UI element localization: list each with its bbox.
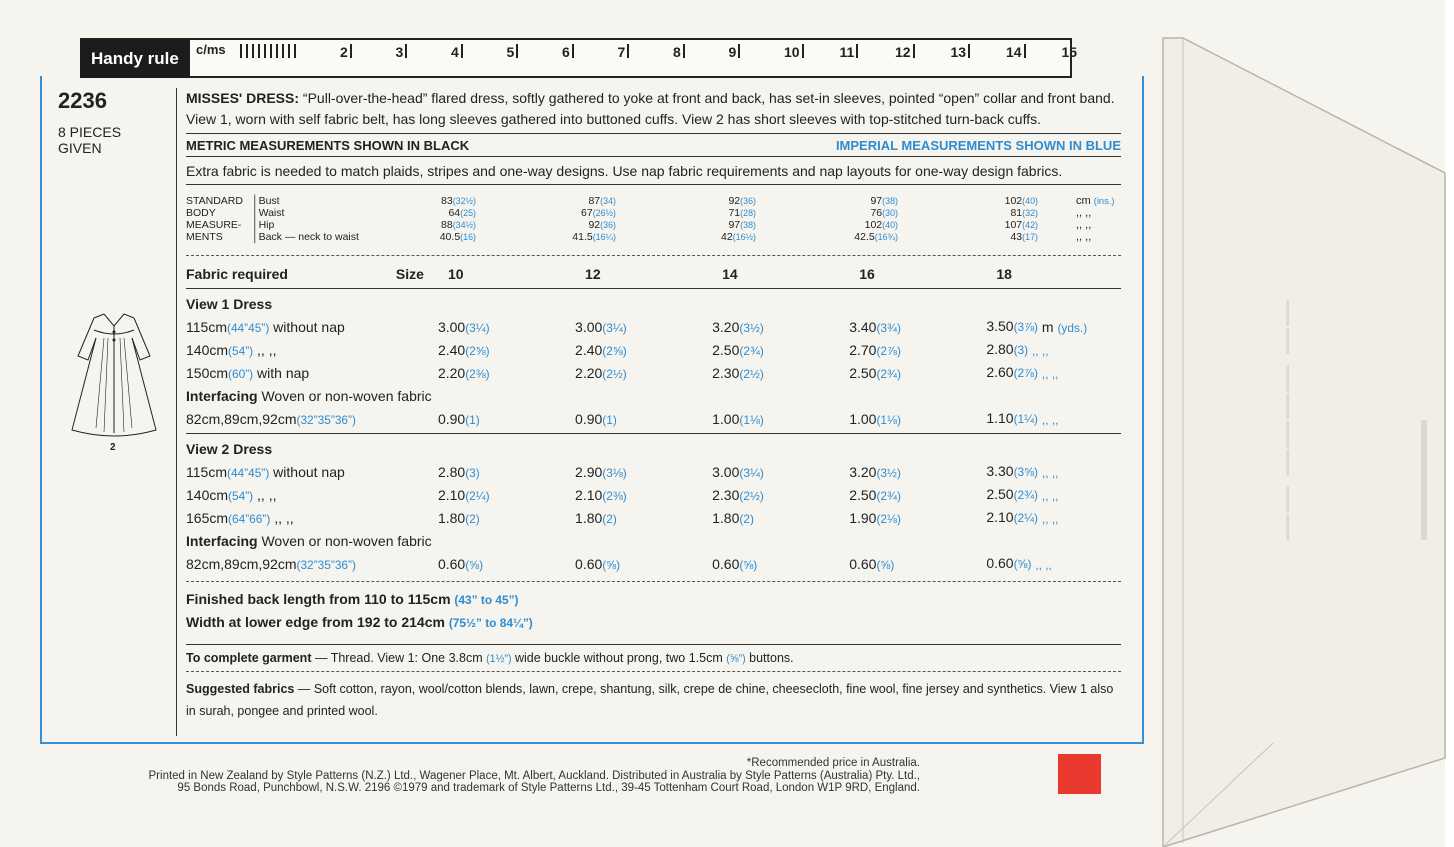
- measurement-names: │Bust │Waist │Hip │Back — neck to waist: [252, 195, 359, 243]
- pieces-given: 8 PIECES GIVEN: [58, 124, 122, 156]
- measurement-value: 64(25): [448, 207, 476, 219]
- measurement-value: 42.5(16¾): [854, 231, 898, 243]
- measurement-value: 42(16½): [721, 231, 756, 243]
- fabric-amount-last: 2.60(2⅞) ,, ,,: [986, 363, 1059, 382]
- size-14: 14: [722, 265, 738, 282]
- measurement-column: [721, 195, 756, 243]
- recommended-price-note: *Recommended price in Australia.: [746, 757, 920, 769]
- fabric-amount: 0.90(1): [575, 410, 617, 427]
- ruler-unit: c/ms: [196, 42, 226, 57]
- fabric-amount: 2.20(2½): [575, 364, 627, 381]
- measurement-column: [854, 195, 898, 243]
- fabric-amount: 2.50(2¾): [712, 341, 764, 358]
- rule: [186, 133, 1121, 134]
- footer-line2: 95 Bonds Road, Punchbowl, N.S.W. 2196 ©1979 and trademark of Style Patterns Ltd., 39-45 Tottenham Court Road, London W1P 9RD, England.: [177, 782, 920, 794]
- view1-title: View 1 Dress: [186, 295, 273, 312]
- fabric-amount: 2.20(2⅜): [437, 364, 490, 381]
- ruler-number: 10: [784, 44, 804, 60]
- fabric-row: [186, 483, 1121, 506]
- fabric-requirements-table: [186, 262, 1121, 575]
- fabric-amount: 3.20(3½): [849, 463, 901, 480]
- fabric-width: 140cm(54”) ,, ,,: [186, 486, 277, 503]
- measurement-column: [572, 195, 616, 243]
- fabric-row: [186, 506, 1121, 529]
- footer: [80, 757, 940, 795]
- interfacing-title: [186, 529, 1121, 552]
- ruler-number: 9: [729, 44, 741, 60]
- ruler-number: 8: [673, 44, 685, 60]
- measurement-value: 102(40): [1004, 195, 1038, 207]
- fabric-amount-last: 0.60(⅝) ,, ,,: [986, 554, 1052, 573]
- suggested-fabrics: [186, 678, 1121, 722]
- ruler-number: 7: [618, 44, 630, 60]
- fabric-header-row: [186, 262, 1121, 285]
- dashed-rule: [186, 581, 1121, 582]
- pattern-number: 2236: [58, 88, 107, 113]
- unit-column: ,, ,,: [1032, 344, 1049, 359]
- notions-label: To complete garment: [186, 651, 312, 665]
- fabric-amount: 2.50(2¾): [849, 364, 901, 381]
- footer-line1: Printed in New Zealand by Style Patterns (N.Z.) Ltd., Wagener Place, Mt. Albert, Auckland. Distributed in Australia by Style Patterns (Australia) Pty. Ltd.,: [148, 769, 920, 782]
- fabric-amount: 3.40(3¾): [849, 318, 901, 335]
- description-line1: “Pull-over-the-head” flared dress, softly gathered to yoke at front and back, has set-in sleeves, pointed “open” collar and front band.: [302, 90, 1115, 106]
- fabric-amount: 2.80(3): [437, 463, 480, 480]
- fabric-amount-last: 3.30(3⅝) ,, ,,: [986, 462, 1059, 481]
- bleed-through-number: ——: [1386, 420, 1453, 540]
- fabric-amount: 3.20(3½): [712, 318, 764, 335]
- unit-column: ,, ,,: [1041, 489, 1059, 504]
- standard-body-measurements: [186, 195, 1121, 249]
- fabric-amount: 1.00(1⅛): [849, 410, 901, 427]
- finished-measurements: [186, 588, 1121, 634]
- fabric-amount-last: 2.80(3) ,, ,,: [986, 340, 1049, 359]
- fabric-row: [186, 361, 1121, 384]
- dashed-rule: [186, 671, 1121, 672]
- size-12: 12: [585, 265, 601, 282]
- handy-rule: [80, 38, 1078, 78]
- fabric-amount: 1.80(2): [712, 509, 754, 526]
- unit-column: ,, ,,: [1041, 413, 1059, 428]
- table-rule: [186, 285, 1121, 292]
- ruler-mm-ticks: [240, 44, 298, 58]
- view-number: 2: [110, 442, 116, 453]
- fabric-amount: 2.10(2¼): [437, 486, 490, 503]
- units-legend: [186, 138, 1121, 153]
- notions: To complete garment — Thread. View 1: One 3.8cm (1½”) wide buckle without prong, two 1.5cm (⅝”) buttons.: [186, 651, 794, 665]
- extra-fabric-note: Extra fabric is needed to match plaids, stripes and one-way designs. Use nap fabric requirements and nap layouts for one-way design fabrics.: [186, 163, 1063, 179]
- fabric-row: [186, 460, 1121, 483]
- fabric-amount-last: 1.10(1¼) ,, ,,: [986, 409, 1059, 428]
- fabric-amount: 0.60(⅝): [849, 555, 895, 572]
- view2-title: View 2 Dress: [186, 440, 273, 457]
- unit-column: ,, ,,: [1041, 512, 1059, 527]
- measurement-value: 92(36): [588, 219, 616, 231]
- ruler-number: 12: [895, 44, 915, 60]
- left-column: [58, 88, 121, 156]
- size-18: 18: [996, 265, 1012, 282]
- description-line2: View 1, worn with self fabric belt, has long sleeves gathered into buttoned cuffs. View 2 has short sleeves with top-stitched turn-back cuffs.: [186, 111, 1041, 127]
- measurement-column: [1005, 195, 1038, 243]
- lower-edge-width-imperial: (75½” to 84¼”): [448, 616, 533, 630]
- fabric-amount: 0.90(1): [437, 410, 480, 427]
- fabric-amount: 0.60(⅝): [575, 555, 621, 572]
- description-heading: MISSES' DRESS:: [186, 90, 300, 106]
- fabric-amount: 1.80(2): [575, 509, 617, 526]
- fabric-amount: 1.80(2): [437, 509, 480, 526]
- unit-column: ,, ,,: [1035, 558, 1052, 573]
- interfacing-text: Woven or non-woven fabric: [257, 387, 432, 404]
- fabric-amount: 3.00(3¼): [437, 318, 490, 335]
- ruler-number: 6: [562, 44, 574, 60]
- dress-sketch: [64, 308, 164, 458]
- interfacing-row: [186, 552, 1121, 575]
- measurement-value: 92(36): [728, 195, 756, 207]
- description: [186, 88, 1121, 130]
- unit-column: ,, ,,: [1041, 367, 1059, 382]
- ruler-number: 3: [396, 44, 408, 60]
- measurement-units: cm (ins.) ,, ,, ,, ,, ,, ,,: [1076, 195, 1115, 243]
- price-sticker: [1058, 754, 1101, 794]
- fabric-amount-last: 2.10(2¼) ,, ,,: [986, 508, 1059, 527]
- interfacing-width: 82cm,89cm,92cm(32”35”36”): [186, 410, 356, 427]
- measurement-value: 43(17): [1010, 231, 1038, 243]
- ruler-number: 14: [1006, 44, 1026, 60]
- fabric-amount: 2.10(2⅜): [575, 486, 627, 503]
- pattern-details: [186, 88, 1121, 722]
- measurement-value: 81(32): [1010, 207, 1038, 219]
- size-16: 16: [859, 265, 875, 282]
- unit-column: ,, ,,: [1041, 466, 1059, 481]
- measurement-value: 97(38): [728, 219, 756, 231]
- measurement-value: 97(38): [870, 195, 898, 207]
- suggested-fabrics-label: Suggested fabrics: [186, 682, 295, 696]
- finished-length: Finished back length from 110 to 115cm: [186, 591, 451, 607]
- dashed-rule: [186, 255, 1121, 256]
- measurement-value: 107(42): [1004, 219, 1038, 231]
- bleed-through-text: —— ———— ——: [1275, 300, 1305, 543]
- fabric-amount: 2.70(2⅞): [849, 341, 901, 358]
- imperial-label: IMPERIAL MEASUREMENTS SHOWN IN BLUE: [835, 138, 1121, 153]
- interfacing-label: Interfacing: [186, 532, 258, 549]
- measurement-value: 71(28): [728, 207, 756, 219]
- metric-label: METRIC MEASUREMENTS SHOWN IN BLACK: [186, 138, 470, 153]
- fabric-amount-last: 2.50(2¾) ,, ,,: [986, 485, 1059, 504]
- unit-column: m (yds.): [1041, 319, 1088, 336]
- fabric-amount: 3.00(3¼): [712, 463, 764, 480]
- ruler-number: 5: [507, 44, 519, 60]
- fabric-amount: 0.60(⅝): [712, 555, 758, 572]
- fabric-amount: 1.00(1⅛): [712, 410, 764, 427]
- interfacing-title: [186, 384, 1121, 407]
- rule: [186, 156, 1121, 157]
- rule: [186, 184, 1121, 185]
- fabric-amount: 2.90(3⅛): [575, 463, 627, 480]
- fabric-amount: 0.60(⅝): [437, 555, 484, 572]
- fabric-row: [186, 338, 1121, 361]
- suggested-fabrics-text: — Soft cotton, rayon, wool/cotton blends, lawn, crepe, shantung, silk, crepe de chine, cheesecloth, fine wool, fine jersey and synthetics. View 1 also in surah, pongee and printed wool.: [186, 682, 1114, 718]
- measurement-value: 83(32½): [441, 195, 476, 207]
- ruler-number: 11: [840, 44, 859, 60]
- measurement-value: 41.5(16¼): [572, 231, 616, 243]
- size-label: Size: [395, 265, 424, 282]
- fabric-amount: 2.40(2⅝): [437, 341, 490, 358]
- rule: [186, 644, 1121, 645]
- fabric-width: 150cm(60”) with nap: [186, 364, 310, 381]
- interfacing-row: [186, 407, 1121, 430]
- table-rule: [186, 430, 1121, 437]
- fabric-width: 165cm(64”66”) ,, ,,: [186, 509, 294, 526]
- fabric-width: 140cm(54”) ,, ,,: [186, 341, 277, 358]
- measurement-value: 87(34): [588, 195, 616, 207]
- fabric-amount: 2.40(2⅝): [575, 341, 627, 358]
- fabric-amount: 2.30(2½): [712, 364, 764, 381]
- ruler-number: 13: [951, 44, 971, 60]
- ruler-number: 2: [340, 44, 352, 60]
- fabric-amount: 2.50(2¾): [849, 486, 901, 503]
- size-10: 10: [447, 265, 464, 282]
- fabric-amount: 1.90(2⅛): [849, 509, 901, 526]
- fabric-width: 115cm(44”45”) without nap: [186, 463, 345, 480]
- fabric-amount: 2.30(2½): [712, 486, 764, 503]
- standard-label: STANDARD BODY MEASURE- MENTS: [186, 195, 243, 243]
- measurement-value: 76(30): [870, 207, 898, 219]
- column-divider: [176, 88, 177, 736]
- fabric-required-label: Fabric required: [186, 265, 288, 282]
- ruler-number: 15: [1061, 44, 1078, 60]
- measurement-column: [440, 195, 476, 243]
- measurement-value: 67(26½): [581, 207, 616, 219]
- fabric-amount: 3.00(3¼): [575, 318, 627, 335]
- measurement-value: 40.5(16): [439, 231, 476, 243]
- interfacing-text: Woven or non-woven fabric: [257, 532, 432, 549]
- ruler-number: 4: [451, 44, 463, 60]
- fabric-amount-last: 3.50(3⅞) m (yds.): [986, 317, 1088, 336]
- fabric-width: 115cm(44”45”) without nap: [186, 318, 345, 335]
- interfacing-label: Interfacing: [186, 387, 258, 404]
- measurement-value: 102(40): [864, 219, 898, 231]
- lower-edge-width: Width at lower edge from 192 to 214cm: [186, 614, 445, 630]
- measurement-value: 88(34½): [441, 219, 476, 231]
- interfacing-width: 82cm,89cm,92cm(32”35”36”): [186, 555, 356, 572]
- handy-rule-label: Handy rule: [80, 40, 190, 78]
- finished-length-imperial: (43” to 45”): [454, 593, 519, 607]
- fabric-row: [186, 315, 1121, 338]
